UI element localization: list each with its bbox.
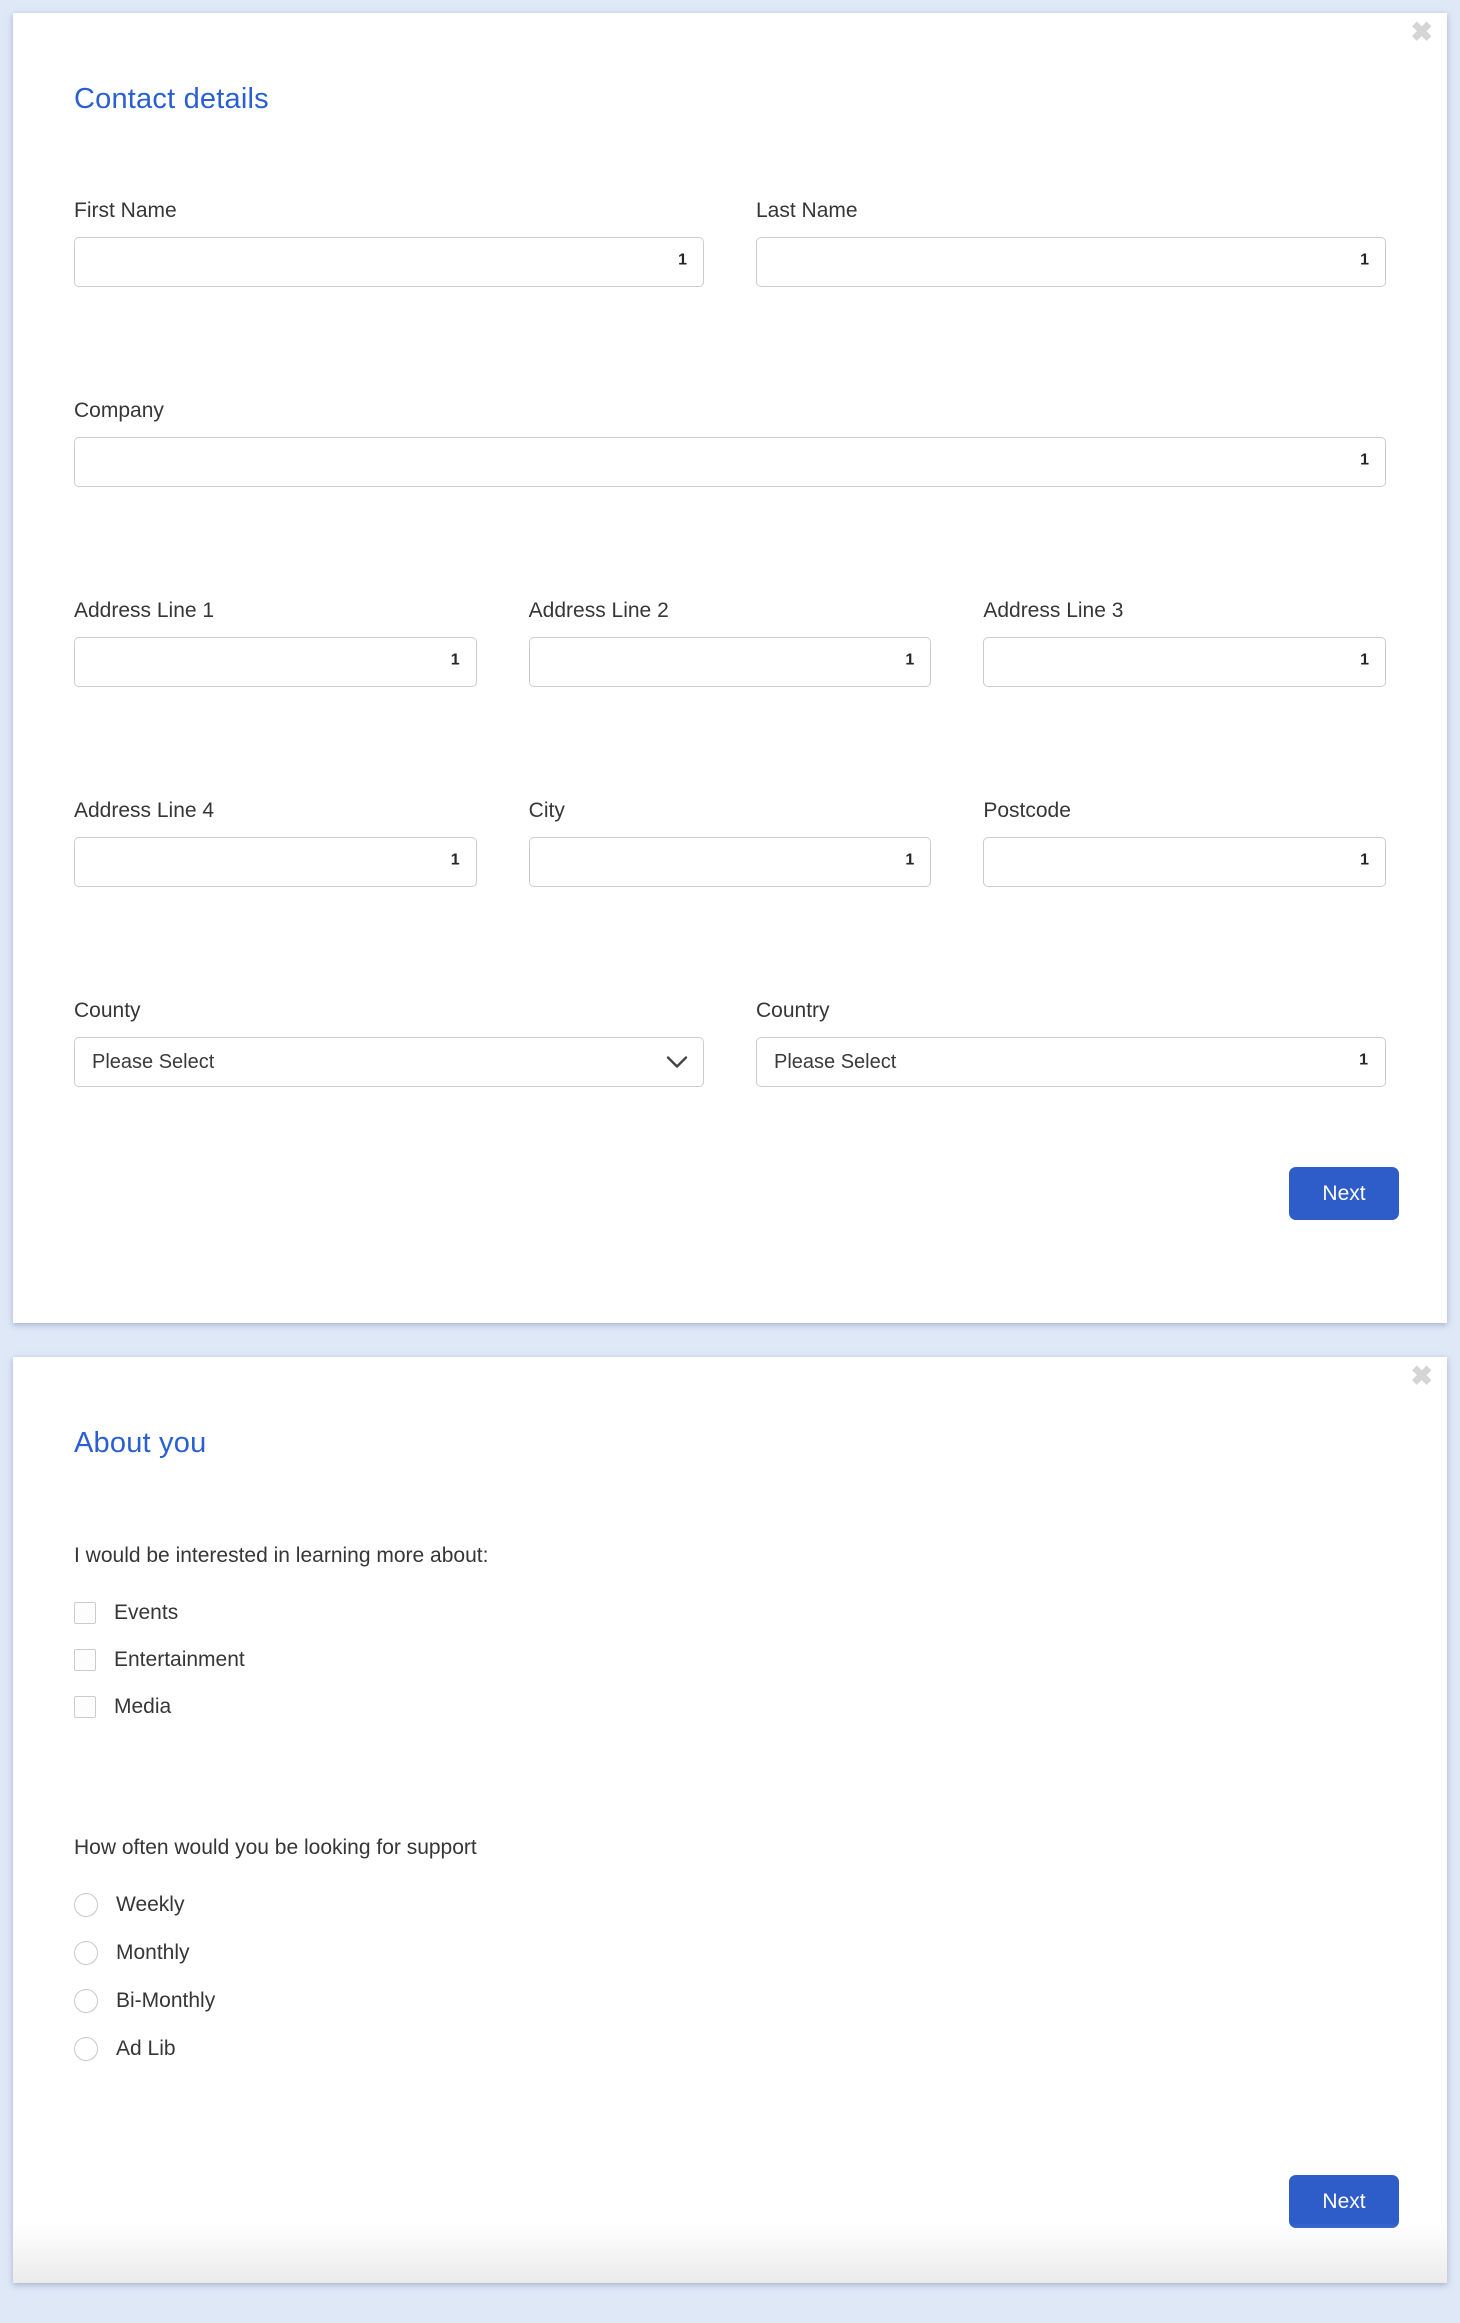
input-counter: 1 [1360, 251, 1369, 269]
postcode-field [983, 799, 1386, 887]
first-name-field [74, 199, 704, 287]
last-name-label: Last Name [756, 199, 858, 222]
checkbox-icon[interactable] [74, 1649, 96, 1671]
address-line-2-label: Address Line 2 [528, 599, 669, 622]
radio-icon[interactable] [74, 1893, 98, 1917]
radio-option-monthly[interactable] [74, 1941, 1386, 1965]
frequency-radio-group [74, 1893, 1386, 2061]
radio-icon[interactable] [74, 1941, 98, 1965]
county-select[interactable] [74, 1037, 704, 1087]
next-button[interactable]: Next [1289, 1167, 1399, 1220]
city-input[interactable] [529, 837, 932, 887]
input-counter: 1 [1360, 651, 1369, 669]
name-row [74, 199, 1386, 287]
close-icon[interactable]: ✖ [1410, 17, 1433, 47]
radio-icon[interactable] [74, 1989, 98, 2013]
input-counter: 1 [905, 851, 915, 869]
city-label: City [528, 799, 565, 822]
checkbox-option-events[interactable] [74, 1601, 1386, 1625]
address-line-2-input[interactable] [529, 637, 932, 687]
next-button[interactable]: Next [1289, 2175, 1399, 2228]
first-name-label: First Name [74, 199, 177, 222]
address-line-3-field [983, 599, 1386, 687]
radio-icon[interactable] [74, 2037, 98, 2061]
company-row [74, 399, 1386, 487]
checkbox-icon[interactable] [74, 1696, 96, 1718]
address-line-4-label: Address Line 4 [74, 799, 215, 822]
country-selected-value: Please Select [774, 1050, 897, 1073]
checkbox-option-media[interactable] [74, 1695, 1386, 1719]
radio-option-ad-lib[interactable] [74, 2037, 1386, 2061]
input-counter: 1 [1359, 1051, 1368, 1069]
radio-option-bi-monthly[interactable] [74, 1989, 1386, 2013]
input-counter: 1 [1360, 851, 1369, 869]
country-select[interactable] [756, 1037, 1386, 1087]
contact-actions [74, 1167, 1399, 1220]
radio-label: Monthly [116, 1941, 190, 1964]
interests-prompt: I would be interested in learning more about: [74, 1544, 489, 1567]
about-actions [74, 2175, 1399, 2228]
address-line-2-field [529, 599, 932, 687]
postcode-label: Postcode [983, 799, 1071, 822]
frequency-prompt: How often would you be looking for support [74, 1836, 477, 1859]
address-row-1 [74, 599, 1386, 687]
postcode-input[interactable] [983, 837, 1386, 887]
company-input[interactable] [74, 437, 1386, 487]
address-line-3-label: Address Line 3 [983, 599, 1124, 622]
input-counter: 1 [450, 651, 460, 669]
checkbox-label: Events [114, 1601, 179, 1624]
checkbox-label: Entertainment [114, 1648, 245, 1671]
contact-details-panel [13, 13, 1447, 1323]
company-label: Company [74, 399, 164, 422]
address-line-1-field [74, 599, 477, 687]
radio-label: Weekly [116, 1893, 185, 1916]
input-counter: 1 [450, 851, 460, 869]
address-line-4-input[interactable] [74, 837, 477, 887]
about-you-panel [13, 1357, 1447, 2283]
address-row-2 [74, 799, 1386, 887]
county-country-row [74, 999, 1386, 1087]
radio-option-weekly[interactable] [74, 1893, 1386, 1917]
county-field [74, 999, 704, 1087]
radio-label: Bi-Monthly [116, 1989, 216, 2012]
input-counter: 1 [678, 251, 687, 269]
input-counter: 1 [905, 651, 915, 669]
chevron-down-icon [666, 1056, 688, 1069]
county-label: County [74, 999, 141, 1022]
close-icon[interactable]: ✖ [1410, 1361, 1433, 1391]
country-label: Country [756, 999, 830, 1022]
address-line-4-field [74, 799, 477, 887]
input-counter: 1 [1360, 451, 1369, 469]
checkbox-label: Media [114, 1695, 172, 1718]
checkbox-option-entertainment[interactable] [74, 1648, 1386, 1672]
radio-label: Ad Lib [116, 2037, 176, 2060]
address-line-1-label: Address Line 1 [74, 599, 215, 622]
panel-title: About you [74, 1427, 207, 1459]
address-line-1-input[interactable] [74, 637, 477, 687]
interests-checkbox-group [74, 1601, 1386, 1719]
company-field [74, 399, 1386, 487]
checkbox-icon[interactable] [74, 1602, 96, 1624]
country-field [756, 999, 1386, 1087]
city-field [529, 799, 932, 887]
first-name-input[interactable] [74, 237, 704, 287]
address-line-3-input[interactable] [983, 637, 1386, 687]
panel-title: Contact details [74, 83, 269, 115]
last-name-field [756, 199, 1386, 287]
county-selected-value: Please Select [92, 1050, 215, 1073]
last-name-input[interactable] [756, 237, 1386, 287]
